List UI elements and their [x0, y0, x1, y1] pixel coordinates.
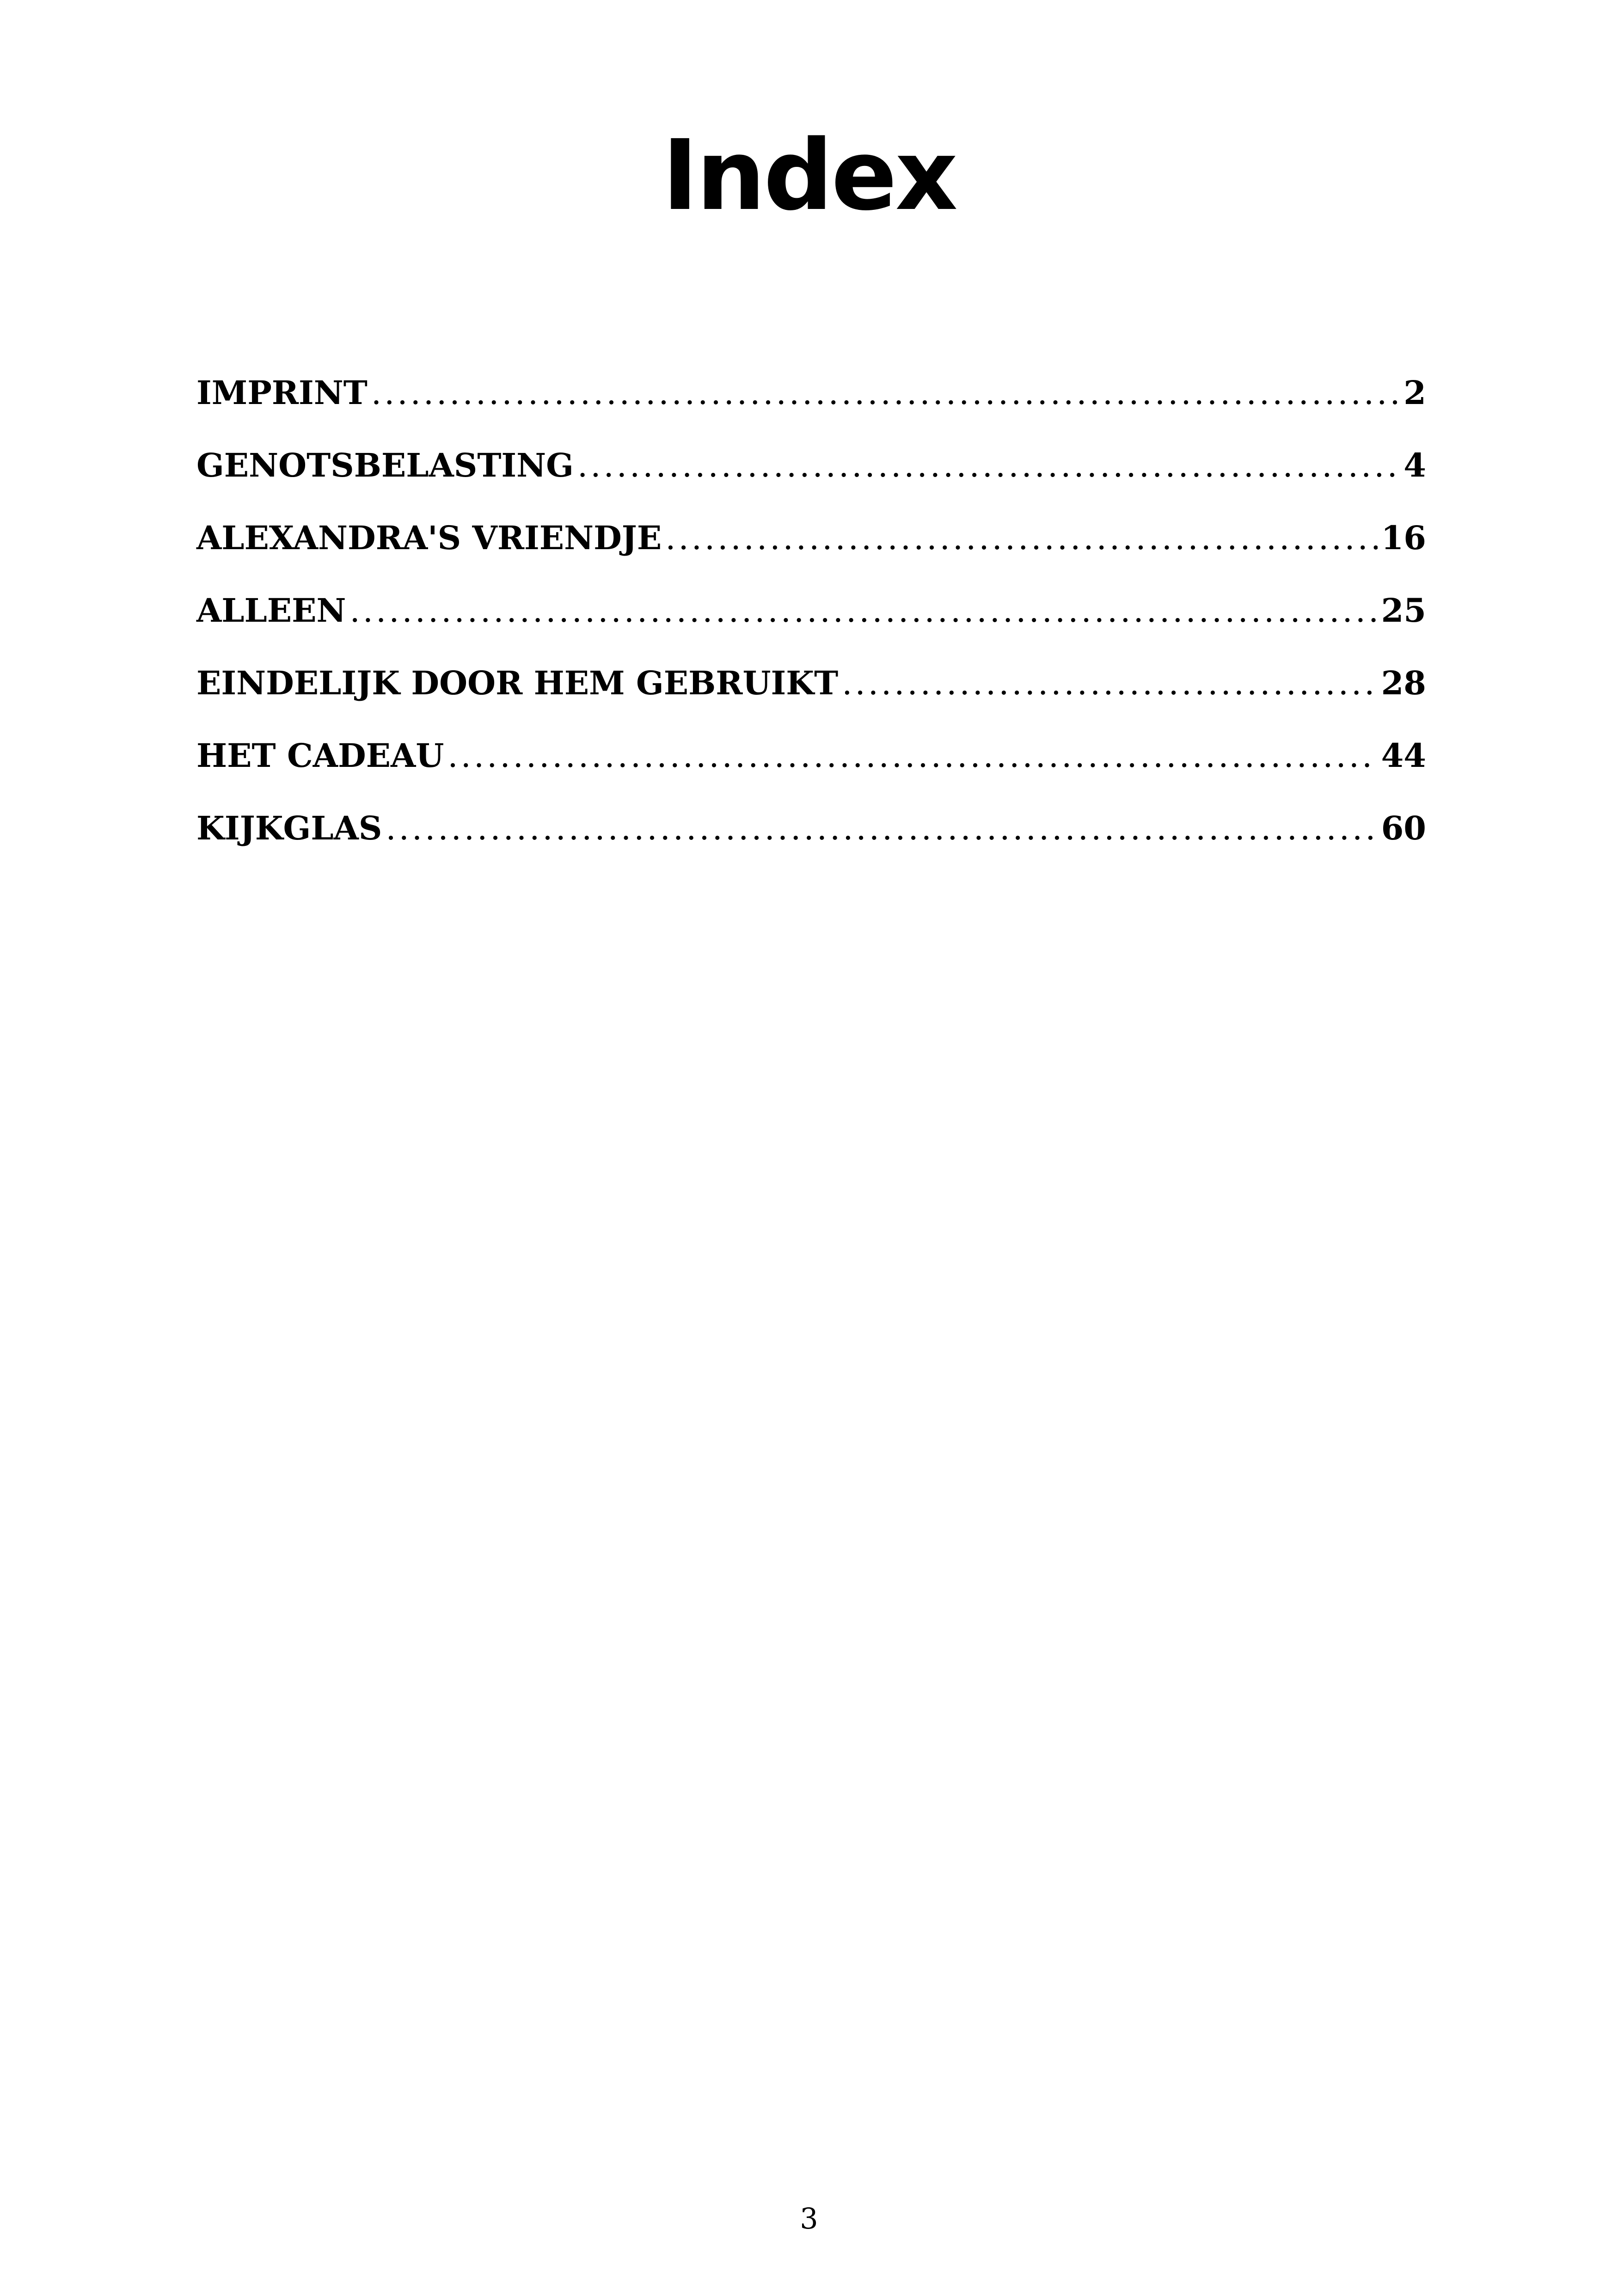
toc-entry-page: 25: [1381, 591, 1426, 630]
toc-entry-page: 16: [1381, 519, 1426, 557]
dot-leader: [577, 438, 1400, 493]
page-title: Index: [662, 119, 956, 232]
dot-leader: [842, 655, 1377, 711]
toc-entry-label: ALEXANDRA'S VRIENDJE: [196, 519, 662, 557]
toc-entry-label: IMPRINT: [196, 373, 368, 412]
toc-entry-page: 4: [1403, 446, 1426, 484]
toc-entry-alexandras-vriendje[interactable]: [196, 510, 1426, 583]
toc-entry-imprint[interactable]: [196, 365, 1426, 438]
toc-entry-eindelijk-door-hem-gebruikt[interactable]: [196, 655, 1426, 728]
dot-leader: [349, 583, 1377, 638]
toc-entry-kijkglas[interactable]: [196, 801, 1426, 873]
toc-entry-page: 2: [1403, 373, 1426, 412]
toc-entry-page: 44: [1381, 736, 1426, 775]
toc-entry-label: EINDELIJK DOOR HEM GEBRUIKT: [196, 664, 839, 702]
toc-entry-page: 60: [1381, 809, 1426, 847]
toc-entry-het-cadeau[interactable]: [196, 728, 1426, 801]
dot-leader: [665, 510, 1377, 566]
dot-leader: [371, 365, 1400, 421]
toc-entry-label: GENOTSBELASTING: [196, 446, 574, 484]
toc-entry-page: 28: [1381, 664, 1426, 702]
table-of-contents: [196, 365, 1426, 873]
toc-entry-label: KIJKGLAS: [196, 809, 382, 847]
toc-entry-label: ALLEEN: [196, 591, 346, 630]
dot-leader: [447, 728, 1377, 784]
toc-entry-genotsbelasting[interactable]: [196, 438, 1426, 510]
toc-entry-label: HET CADEAU: [196, 736, 444, 775]
toc-entry-alleen[interactable]: [196, 583, 1426, 655]
page-number: 3: [800, 2202, 818, 2235]
dot-leader: [386, 801, 1377, 856]
